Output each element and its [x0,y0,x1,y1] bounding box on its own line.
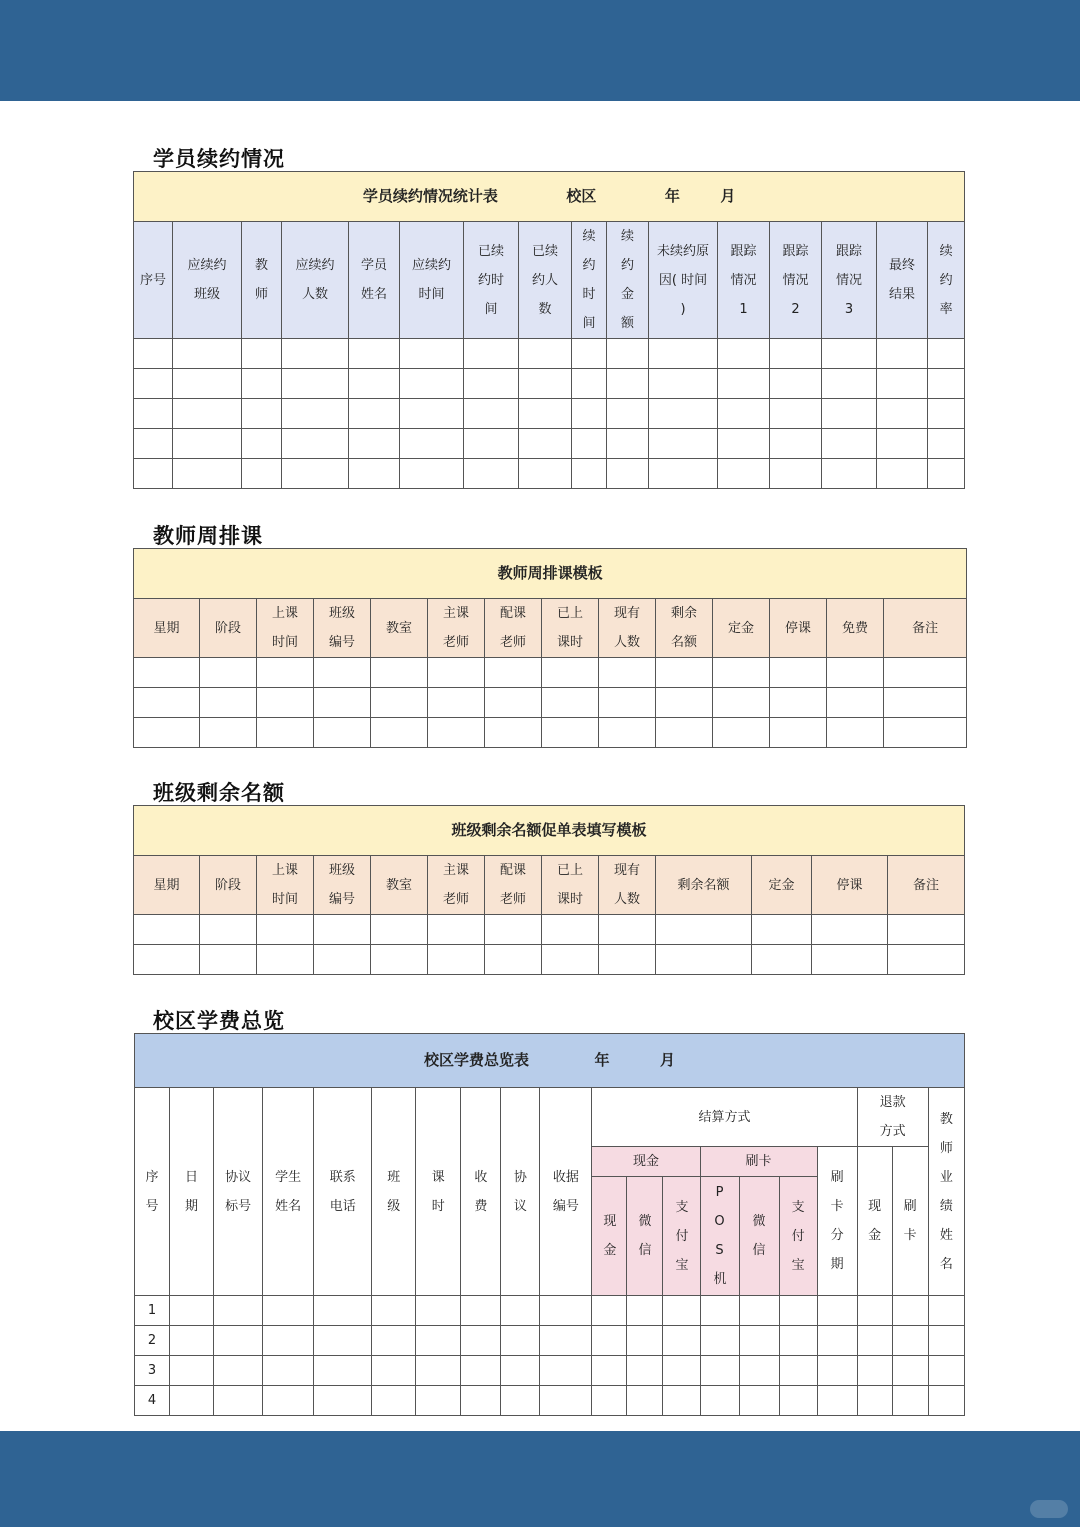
table-row [135,1296,965,1326]
header-cell: 应续约时间 [400,222,464,339]
header-cell: 课时 [416,1088,461,1296]
remaining-slots-table [133,805,965,975]
refund-header: 退款方式 [857,1088,928,1147]
header-cell: 班级编号 [314,599,371,658]
renewal-table [133,171,965,489]
header-cell: 续约时间 [572,222,607,339]
cash-cash-header: 现金 [592,1177,627,1296]
cash-alipay-header: 支付宝 [663,1177,700,1296]
header-cell: 教师 [242,222,282,339]
header-cell: 定金 [752,856,812,915]
renewal-title-text: 学员续约情况统计表 [362,187,498,205]
header-cell: 序号 [135,1088,170,1296]
refund-card-header: 刷卡 [892,1147,928,1296]
header-cell: 序号 [134,222,173,339]
header-cell: 收据编号 [540,1088,592,1296]
tuition-title-text: 校区学费总览表 [424,1051,530,1069]
top-banner [0,0,1080,101]
cash-wechat-header: 微信 [627,1177,663,1296]
header-cell: 跟踪情况3 [822,222,877,339]
header-cell: 阶段 [200,599,257,658]
header-cell: 已续约人数 [519,222,572,339]
header-cell: 配课老师 [485,856,542,915]
header-cell: 上课时间 [257,856,314,915]
header-cell: 已续约时间 [464,222,519,339]
row-number: 1 [135,1296,170,1326]
header-cell: 星期 [134,599,200,658]
table-row [134,718,967,748]
header-cell: 配课老师 [485,599,542,658]
year-label: 年 [664,187,680,205]
header-cell: 备注 [884,599,967,658]
header-cell: 最终结果 [877,222,928,339]
table-row [134,339,965,369]
table-row [134,915,965,945]
month-label: 月 [659,1051,675,1069]
header-cell: 阶段 [200,856,257,915]
header-cell: 主课老师 [428,856,485,915]
header-cell: 班级 [372,1088,416,1296]
header-cell: 联系电话 [314,1088,372,1296]
card-pos-header: POS机 [700,1177,739,1296]
installment-header: 刷卡分期 [817,1147,857,1296]
section-heading-teacher-schedule: 教师周排课 [153,524,263,548]
header-cell: 未续约原因( 时间 ) [649,222,718,339]
header-cell: 协议 [501,1088,540,1296]
header-cell: 协议标号 [214,1088,263,1296]
header-cell: 收费 [461,1088,501,1296]
tuition-table-title [135,1034,965,1088]
table-row [134,658,967,688]
table-row [134,945,965,975]
campus-label: 校区 [566,187,597,205]
header-cell: 免费 [827,599,884,658]
table-row [134,369,965,399]
watermark-logo [1030,1500,1068,1518]
bottom-banner [0,1431,1080,1527]
header-cell: 教室 [371,856,428,915]
header-cell: 剩余名额 [656,599,713,658]
header-cell: 应续约人数 [282,222,349,339]
table-row [134,399,965,429]
year-label: 年 [594,1051,610,1069]
table-row [134,459,965,489]
table-row [135,1326,965,1356]
header-cell: 教室 [371,599,428,658]
renewal-table-title [134,172,965,222]
row-number: 2 [135,1326,170,1356]
header-cell: 停课 [770,599,827,658]
card-alipay-header: 支付宝 [779,1177,817,1296]
header-cell: 停课 [812,856,888,915]
card-group-header: 刷卡 [700,1147,817,1177]
header-cell: 已上课时 [542,856,599,915]
header-cell: 班级编号 [314,856,371,915]
header-cell: 续约率 [928,222,965,339]
section-heading-tuition-overview: 校区学费总览 [153,1009,285,1033]
header-cell: 续约金额 [607,222,649,339]
header-cell: 剩余名额 [656,856,752,915]
header-cell: 备注 [888,856,965,915]
schedule-table-title: 教师周排课模板 [134,549,967,599]
table-row [134,688,967,718]
header-cell: 日期 [170,1088,214,1296]
header-cell: 跟踪情况2 [770,222,822,339]
teacher-schedule-table [133,548,967,748]
header-cell: 星期 [134,856,200,915]
month-label: 月 [720,187,736,205]
refund-cash-header: 现金 [857,1147,892,1296]
header-cell: 学生姓名 [263,1088,314,1296]
header-cell: 现有人数 [599,856,656,915]
section-heading-renewal: 学员续约情况 [153,147,285,171]
header-cell: 上课时间 [257,599,314,658]
cash-group-header: 现金 [592,1147,700,1177]
row-number: 4 [135,1386,170,1416]
header-cell: 现有人数 [599,599,656,658]
header-cell: 跟踪情况1 [718,222,770,339]
row-number: 3 [135,1356,170,1386]
card-wechat-header: 微信 [739,1177,779,1296]
header-cell: 定金 [713,599,770,658]
header-cell: 学员姓名 [349,222,400,339]
header-cell: 应续约班级 [173,222,242,339]
table-row [134,429,965,459]
table-row [135,1356,965,1386]
settlement-header: 结算方式 [592,1088,857,1147]
table-row [135,1386,965,1416]
section-heading-remaining-slots: 班级剩余名额 [153,781,285,805]
teacher-header: 教师业绩姓名 [928,1088,964,1296]
header-cell: 已上课时 [542,599,599,658]
tuition-overview-table [134,1033,965,1416]
slots-table-title: 班级剩余名额促单表填写模板 [134,806,965,856]
header-cell: 主课老师 [428,599,485,658]
